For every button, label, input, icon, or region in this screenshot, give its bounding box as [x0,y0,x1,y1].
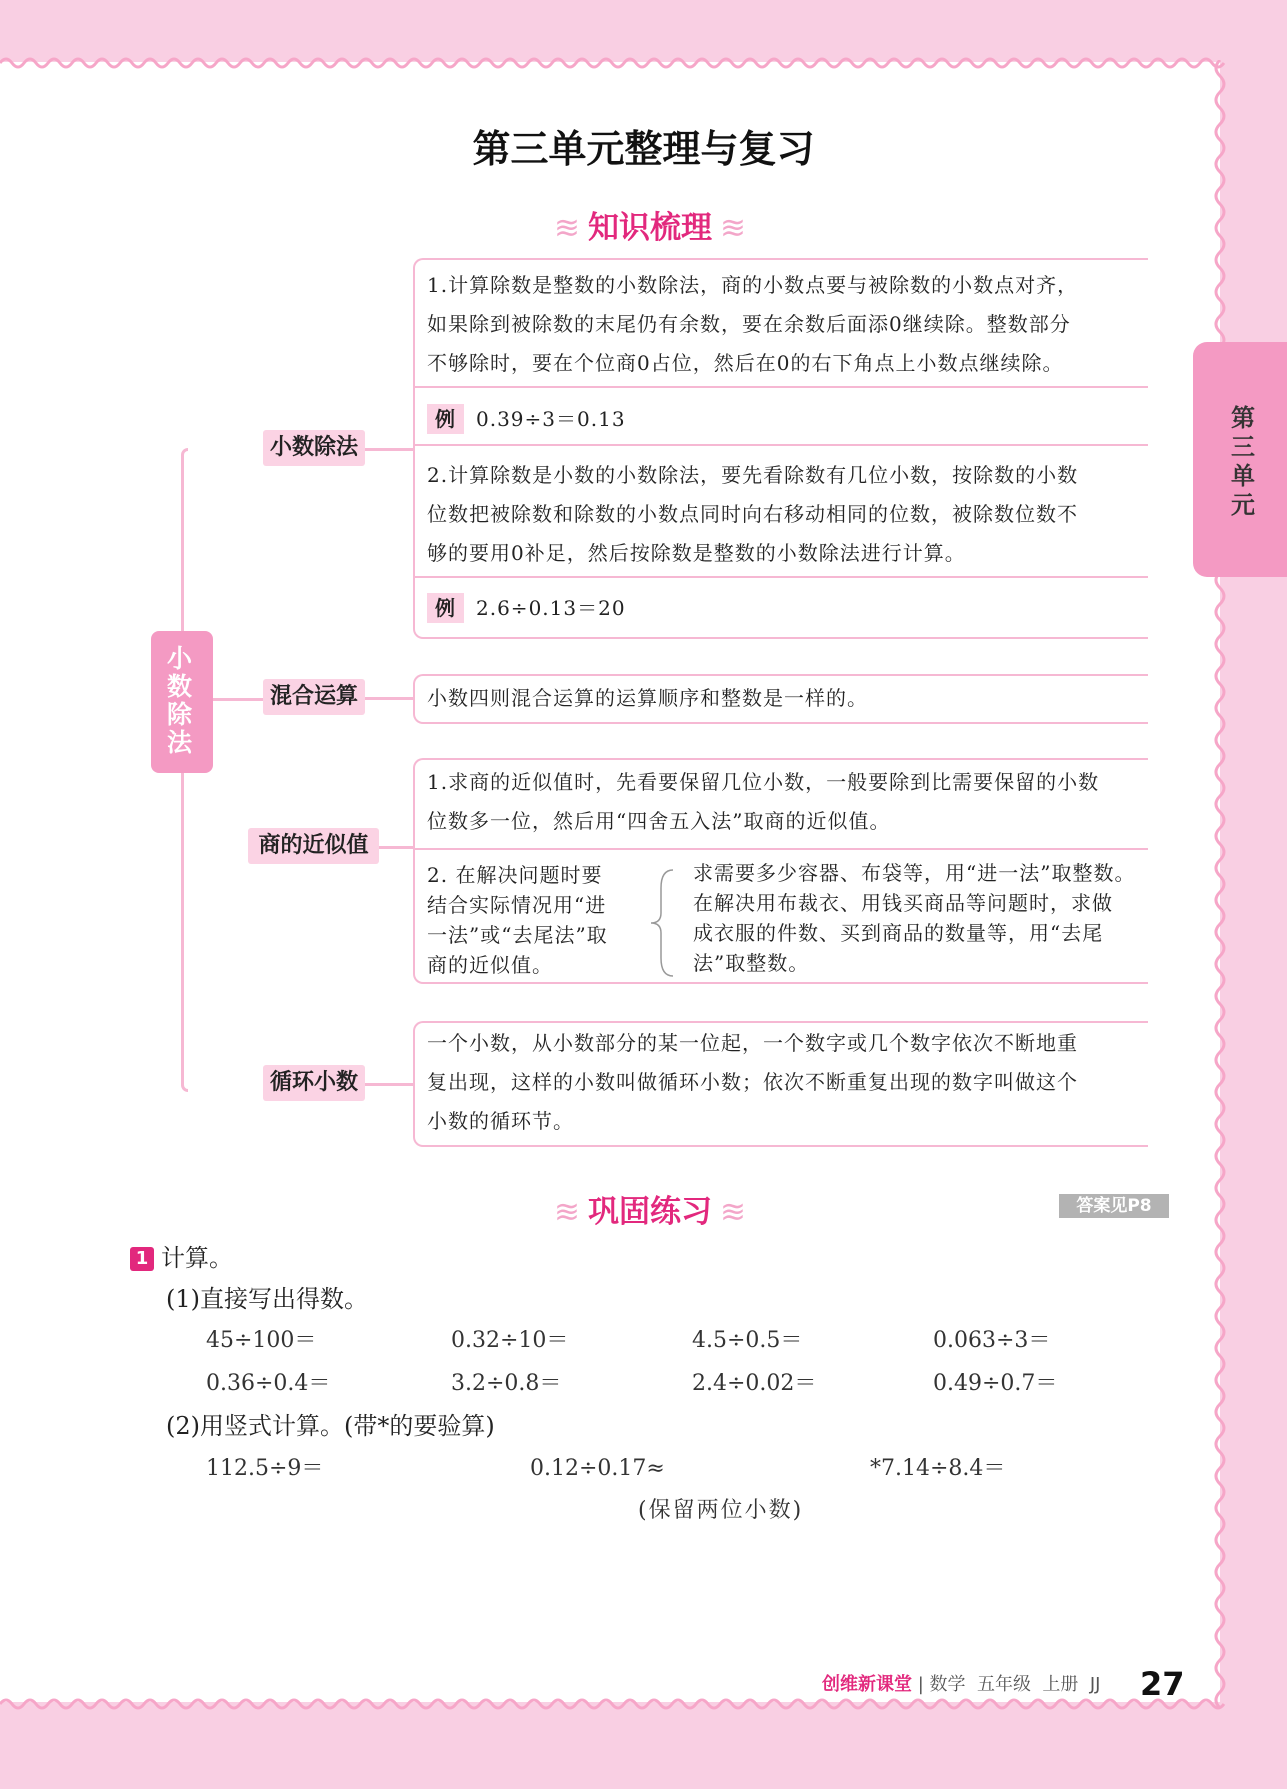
mixed-text: 小数四则混合运算的运算顺序和整数是一样的。 [427,686,868,710]
footer-book-info: 数学 五年级 上册 JJ [929,1674,1101,1695]
example2-text: 2.6÷0.13＝20 [476,596,626,620]
page-number: 27 [1140,1665,1185,1703]
repeating-line: 一个小数，从小数部分的某一位起，一个数字或几个数字依次不断地重 [427,1031,1078,1055]
footer-divider: | [912,1674,930,1695]
approx-rule2-left [427,860,647,980]
divider [415,444,1148,446]
rule2-left-line: 2. 在解决问题时要 [427,863,603,887]
oral-calc-item: 0.49÷0.7＝ [933,1371,1058,1396]
rule2-left-line: 结合实际情况用“进 [427,893,607,917]
section-title-knowledge [0,202,1287,247]
example1-text: 0.39÷3＝0.13 [476,407,626,431]
side-tab-label: 第三单元 [1231,404,1255,519]
root-connector-line [213,698,263,701]
oral-calc-item: 4.5÷0.5＝ [692,1328,803,1353]
wave-deco-icon: ≋ [554,1194,580,1230]
rule2-left-line: 商的近似值。 [427,953,553,977]
rule1-line: 不够除时，要在个位商0占位，然后在0的右下角点上小数点继续除。 [427,351,1064,375]
example2-row [427,589,1138,628]
divider [415,576,1148,578]
vertical-calc-item: *7.14÷8.4＝ [870,1456,1006,1481]
root-label: 小数除法 [167,644,193,757]
top-wavy-border [0,55,1230,71]
rule2-line: 2.计算除数是小数的小数除法，要先看除数有几位小数，按除数的小数 [427,463,1079,487]
brace-icon [649,868,675,978]
oral-calc-item: 0.063÷3＝ [933,1328,1051,1353]
section-practice-label: 巩固练习 [588,1194,712,1230]
approx-rules-box [413,758,1148,984]
approx-rule1-line: 1.求商的近似值时，先看要保留几位小数，一般要除到比需要保留的小数 [427,770,1100,794]
divider [415,386,1148,388]
rounding-note: (保留两位小数) [638,1498,804,1523]
example-tag: 例 [427,404,464,434]
section-knowledge-label: 知识梳理 [588,210,712,246]
repeating-line: 小数的循环节。 [427,1109,574,1133]
right-wavy-border [1212,60,1228,1710]
rule1-line: 如果除到被除数的末尾仍有余数，要在余数后面添0继续除。整数部分 [427,312,1071,336]
answer-reference-badge: 答案见P8 [1059,1194,1169,1218]
page-title: 第三单元整理与复习 [472,127,815,171]
branch-division: 小数除法 [263,430,365,466]
approx-rule1-line: 位数多一位，然后用“四舍五入法”取商的近似值。 [427,809,891,833]
oral-calc-item: 0.32÷10＝ [451,1328,569,1353]
oral-calc-item: 0.36÷0.4＝ [206,1371,331,1396]
footer-info [822,1670,1100,1700]
connector-mixed [365,697,413,700]
wave-deco-icon: ≋ [720,210,746,246]
footer-brand: 创维新课堂 [822,1674,912,1695]
connector-approx [379,846,413,849]
example-tag: 例 [427,593,464,623]
rule2-line: 位数把被除数和除数的小数点同时向右移动相同的位数，被除数位数不 [427,502,1078,526]
side-chapter-tab [1193,342,1287,577]
vertical-calc-item: 0.12÷0.17≈ [530,1456,665,1481]
rule2-left-line: 一法”或“去尾法”取 [427,923,608,947]
wave-deco-icon: ≋ [554,210,580,246]
connector-division [365,448,413,451]
rule2-right-line: 法”取整数。 [693,951,810,975]
rule2-line: 够的要用0补足，然后按除数是整数的小数除法进行计算。 [427,541,966,565]
rule2-right-line: 成衣服的件数、买到商品的数量等，用“去尾 [693,921,1104,945]
example1-row [427,400,1138,439]
oral-calc-item: 2.4÷0.02＝ [692,1371,817,1396]
repeating-rules-box [413,1021,1148,1147]
part1-label: (1)直接写出得数。 [166,1285,368,1313]
branch-approx: 商的近似值 [248,828,379,864]
rule2-right-line: 在解决用布裁衣、用钱买商品等问题时，求做 [693,891,1113,915]
branch-repeating: 循环小数 [263,1065,365,1101]
repeating-line: 复出现，这样的小数叫做循环小数；依次不断重复出现的数字叫做这个 [427,1070,1078,1094]
question-number: 1 [130,1247,154,1271]
oral-calc-item: 3.2÷0.8＝ [451,1371,562,1396]
oral-calc-item: 45÷100＝ [206,1328,317,1353]
vertical-calc-item: 112.5÷9＝ [206,1456,324,1481]
divider [415,848,1148,850]
mindmap-root [151,631,213,773]
rule2-right-line: 求需要多少容器、布袋等，用“进一法”取整数。 [693,861,1136,885]
connector-repeating [365,1083,413,1086]
division-rules-box [413,258,1148,639]
branch-mixed: 混合运算 [263,679,365,715]
wave-deco-icon: ≋ [720,1194,746,1230]
question-title: 计算。 [161,1244,233,1272]
mixed-rules-box [413,674,1148,724]
approx-rule2-right [693,858,1143,978]
part2-label: (2)用竖式计算。(带*的要验算) [166,1412,495,1440]
rule1-line: 1.计算除数是整数的小数除法，商的小数点要与被除数的小数点对齐， [427,273,1079,297]
